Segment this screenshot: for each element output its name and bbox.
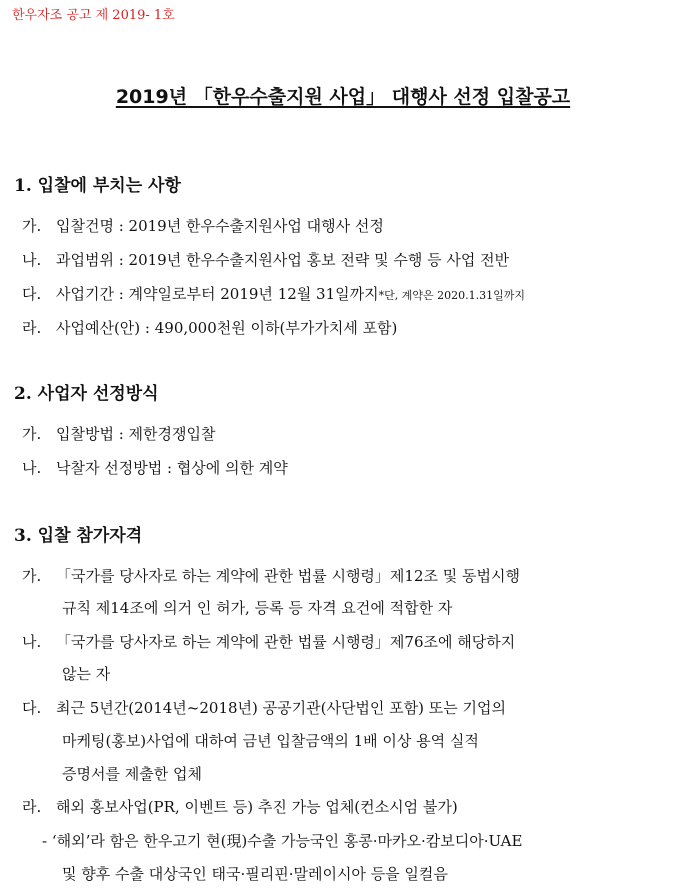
item-text: 입찰건명 : 2019년 한우수출지원사업 대행사 선정	[56, 217, 384, 235]
section-3-item-da-continuation-2: 증명서를 제출한 업체	[62, 765, 202, 783]
section-3-heading: 3. 입찰 참가자격	[14, 526, 143, 546]
section-2-heading: 2. 사업자 선정방식	[14, 384, 159, 404]
item-marker: 라.	[22, 798, 42, 816]
notice-number: 한우자조 공고 제 2019- 1호	[12, 8, 175, 23]
document-title-text: 2019년 「한우수출지원 사업」 대행사 선정 입찰공고	[115, 86, 571, 108]
section-3-item-da-continuation-1: 마케팅(홍보)사업에 대하여 금년 입찰금액의 1배 이상 용역 실적	[62, 732, 479, 750]
section-1-item-da	[22, 284, 525, 306]
item-marker: 나.	[22, 633, 42, 651]
item-text: 「국가를 당사자로 하는 계약에 관한 법률 시행령」제12조 및 동법시행	[56, 567, 520, 585]
section-3-item-ra	[22, 797, 458, 817]
item-marker: 가.	[22, 567, 42, 585]
section-3-item-da	[22, 698, 506, 718]
item-marker: 라.	[22, 319, 42, 337]
overseas-definition-note-continuation: 및 향후 수출 대상국인 태국·필리핀·말레이시아 등을 일컬음	[62, 865, 448, 883]
item-marker: 가.	[22, 217, 42, 235]
section-3-item-na	[22, 632, 515, 652]
section-2-item-ga	[22, 424, 216, 444]
item-marker: 나.	[22, 459, 42, 477]
section-3-item-ga-continuation: 규칙 제14조에 의거 인 허가, 등록 등 자격 요건에 적합한 자	[62, 599, 453, 617]
item-text: 입찰방법 : 제한경쟁입찰	[56, 425, 216, 443]
overseas-definition-note: - ‘해외’라 함은 한우고기 현(現)수출 가능국인 홍콩·마카오·캄보디아·UAE	[42, 832, 523, 850]
item-marker: 다.	[22, 285, 42, 303]
item-text: 낙찰자 선정방법 : 협상에 의한 계약	[56, 459, 288, 477]
item-text: 해외 홍보사업(PR, 이벤트 등) 추진 가능 업체(컨소시엄 불가)	[56, 798, 458, 816]
section-1-item-ra	[22, 318, 397, 338]
section-1-item-ga	[22, 216, 384, 236]
item-text: 사업예산(안) : 490,000천원 이하(부가가치세 포함)	[56, 319, 398, 337]
section-2-item-na	[22, 458, 288, 478]
contract-note: *단, 계약은 2020.1.31일까지	[378, 289, 525, 302]
item-text: 사업기간 : 계약일로부터 2019년 12월 31일까지	[56, 285, 379, 303]
section-3-item-ga	[22, 566, 520, 586]
section-1-heading: 1. 입찰에 부치는 사항	[14, 176, 181, 196]
item-marker: 나.	[22, 251, 42, 269]
section-1-item-na	[22, 250, 509, 270]
item-marker: 가.	[22, 425, 42, 443]
document-title	[0, 86, 686, 108]
item-marker: 다.	[22, 699, 42, 717]
item-text: 「국가를 당사자로 하는 계약에 관한 법률 시행령」제76조에 해당하지	[56, 633, 516, 651]
section-3-item-na-continuation: 않는 자	[62, 665, 111, 683]
item-text: 최근 5년간(2014년~2018년) 공공기관(사단법인 포함) 또는 기업의	[56, 699, 507, 717]
item-text: 과업범위 : 2019년 한우수출지원사업 홍보 전략 및 수행 등 사업 전반	[56, 251, 510, 269]
